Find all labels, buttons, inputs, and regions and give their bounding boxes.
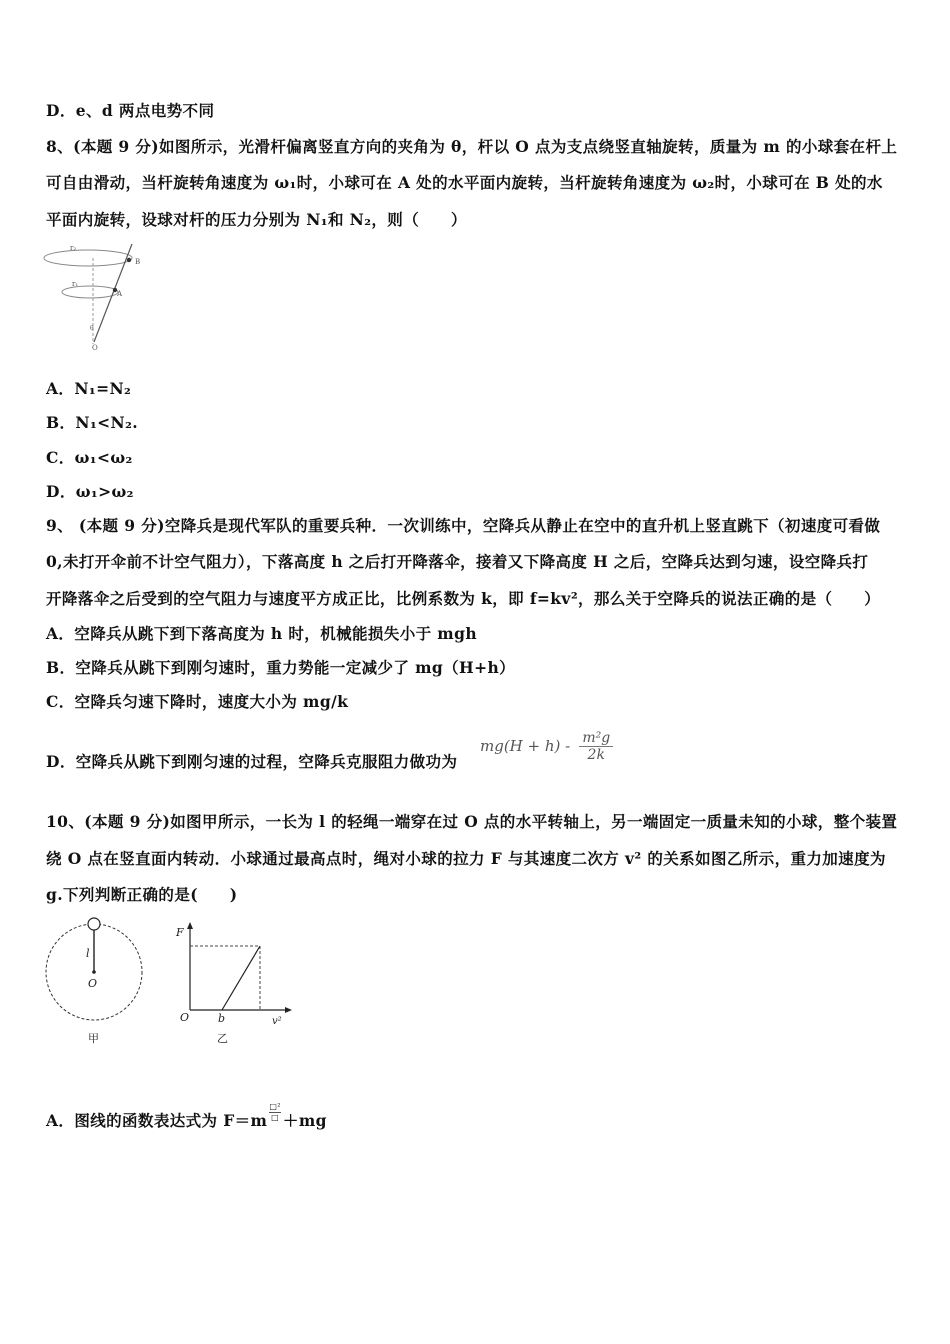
q10-figure-a-circle <box>40 912 150 1052</box>
q10-label-b: b <box>218 1012 226 1025</box>
q9-option-d-text: D．空降兵从跳下到刚匀速的过程，空降兵克服阻力做功为 <box>46 752 458 771</box>
q10-label-f: F <box>176 926 184 939</box>
q8-option-c: C．ω₁<ω₂ <box>46 448 133 467</box>
q10-pivot <box>92 970 96 974</box>
q10-ball <box>88 918 100 930</box>
q10-option-a <box>46 1102 327 1131</box>
q8-label-a: A <box>117 290 123 298</box>
q9-option-d <box>46 752 457 772</box>
q9-formula-d <box>480 730 613 763</box>
q10-option-a-num: □² <box>269 1102 281 1111</box>
q8-rod <box>94 244 132 342</box>
q8-line-1: 8、(本题 9 分)如图所示，光滑杆偏离竖直方向的夹角为 θ，杆以 O 点为支点绕竖直轴旋转，质量为 m 的小球套在杆上 <box>46 137 898 156</box>
q10-line-1: 10、(本题 9 分)如图甲所示，一长为 l 的轻绳一端穿在过 O 点的水平转轴上，另一端固定一质量未知的小球，整个装置 <box>46 812 898 831</box>
q9-option-a: A．空降兵从跳下到下落高度为 h 时，机械能损失小于 mgh <box>46 624 477 643</box>
q8-option-d: D．ω₁>ω₂ <box>46 482 134 501</box>
q8-label-r2: r₂ <box>70 244 77 252</box>
q10-y-arrow <box>187 922 193 929</box>
q10-option-a-fraction <box>269 1102 281 1123</box>
q10-label-o: O <box>88 977 98 990</box>
q10-label-v2: v² <box>272 1016 282 1027</box>
q8-rotating-rod-figure <box>40 240 150 352</box>
q9-formula-numerator: m²g <box>579 730 613 747</box>
q10-figure-b-graph <box>172 918 297 1050</box>
q9-line-1: 9、 (本题 9 分)空降兵是现代军队的重要兵种．一次训练中，空降兵从静止在空中的直升机上竖直跳下（初速度可看做 <box>46 516 881 535</box>
q8-label-theta: θ <box>90 325 94 332</box>
q8-lower-orbit <box>62 286 118 298</box>
prev-option-d: D．e、d 两点电势不同 <box>46 101 215 120</box>
q10-option-a-den: □ <box>271 1113 280 1122</box>
q8-line-2: 可自由滑动，当杆旋转角速度为 ω₁时，小球可在 A 处的水平面内旋转，当杆旋转角速度为 ω₂时，小球可在 B 处的水 <box>46 173 883 192</box>
q9-formula-denominator: 2k <box>587 747 605 763</box>
q10-x-arrow <box>285 1007 292 1013</box>
q9-formula-fraction <box>579 730 613 763</box>
q8-upper-orbit <box>44 250 132 266</box>
q10-label-origin: O <box>180 1011 190 1024</box>
q10-label-l: l <box>86 947 90 960</box>
q8-label-r1: r₁ <box>72 280 79 288</box>
q9-line-3: 开降落伞之后受到的空气阻力与速度平方成正比，比例系数为 k，即 f=kv²，那么关于空降兵的说法正确的是（ ） <box>46 589 881 608</box>
q8-ball-b <box>127 258 131 262</box>
q8-label-o: O <box>92 344 98 352</box>
q10-option-a-text: A．图线的函数表达式为 F＝m <box>46 1111 268 1130</box>
q9-formula-left: mg(H + h) - <box>480 737 571 755</box>
q10-caption-jia: 甲 <box>88 1032 99 1045</box>
q9-line-2: 0,未打开伞前不计空气阻力），下落高度 h 之后打开降落伞，接着又下降高度 H 之后，空降兵达到匀速，设空降兵打 <box>46 552 869 571</box>
q8-line-3: 平面内旋转，设球对杆的压力分别为 N₁和 N₂，则（ ） <box>46 210 467 229</box>
q8-option-b: B．N₁<N₂. <box>46 413 139 432</box>
q9-option-b: B．空降兵从跳下到刚匀速时，重力势能一定减少了 mg（H+h） <box>46 658 516 677</box>
q9-option-c: C．空降兵匀速下降时，速度大小为 mg/k <box>46 692 349 711</box>
q10-line-3: g.下列判断正确的是( ) <box>46 885 238 904</box>
q8-label-b: B <box>135 258 141 266</box>
q10-caption-yi: 乙 <box>217 1032 228 1045</box>
q10-line-2: 绕 O 点在竖直面内转动．小球通过最高点时，绳对小球的拉力 F 与其速度二次方 v² 的关系如图乙所示，重力加速度为 <box>46 849 886 868</box>
q10-option-a-tail: ＋mg <box>282 1111 327 1130</box>
q8-option-a: A．N₁=N₂ <box>46 379 132 398</box>
q10-graph-line <box>222 946 260 1010</box>
